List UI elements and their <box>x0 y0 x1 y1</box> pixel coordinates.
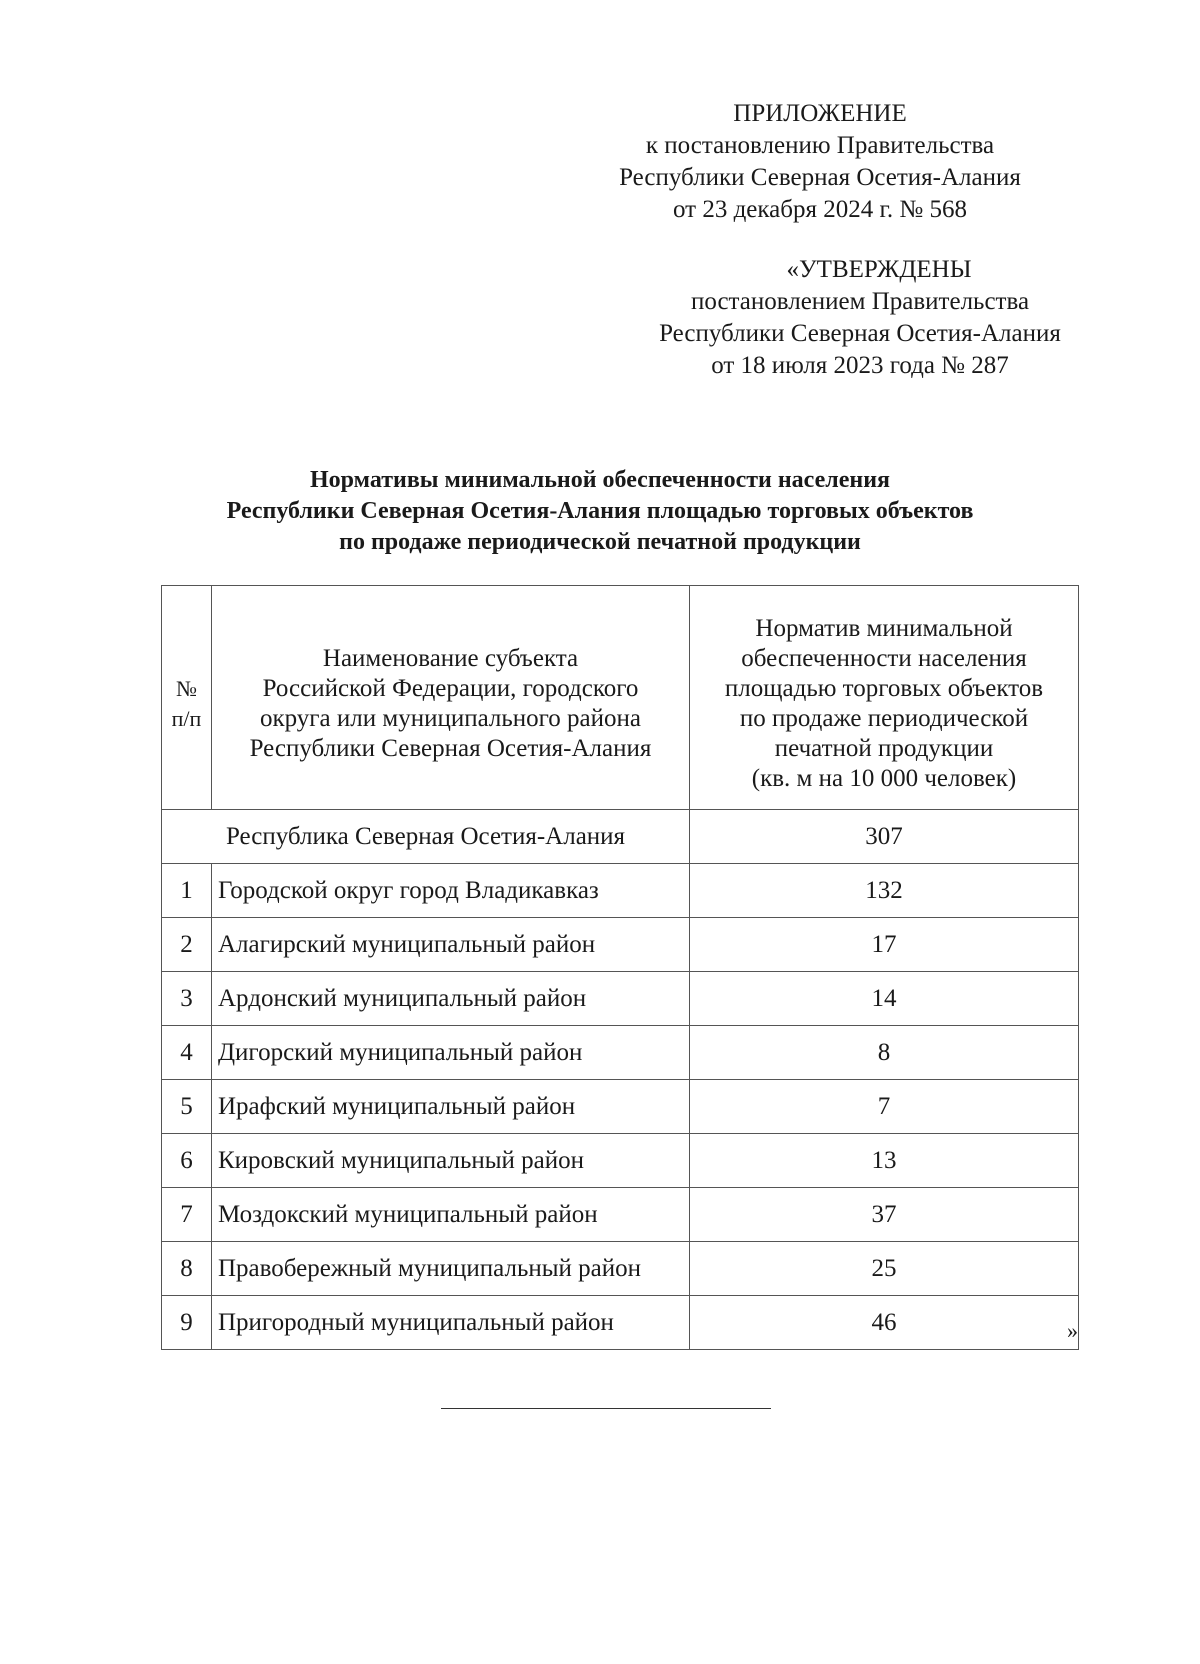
appendix-block <box>560 98 1080 226</box>
norms-table <box>161 585 1079 1350</box>
header-norm-line-2: обеспеченности населения <box>741 645 1027 672</box>
row-name: Правобережный муниципальный район <box>212 1242 690 1296</box>
row-name: Алагирский муниципальный район <box>212 918 690 972</box>
table-row <box>162 918 1079 972</box>
row-name: Дигорский муниципальный район <box>212 1026 690 1080</box>
header-number <box>162 586 212 810</box>
row-number: 3 <box>162 972 212 1026</box>
header-norm-line-3: площадью торговых объектов <box>724 675 1044 702</box>
table-header-row <box>162 586 1079 810</box>
end-divider <box>441 1408 771 1409</box>
row-name: Кировский муниципальный район <box>212 1134 690 1188</box>
row-value: 14 <box>690 972 1079 1026</box>
total-value: 307 <box>690 810 1079 864</box>
appendix-line-2: Республики Северная Осетия-Алания <box>619 164 1021 191</box>
row-name: Городской округ город Владикавказ <box>212 864 690 918</box>
document-title <box>120 465 1080 558</box>
header-norm-line-1: Норматив минимальной <box>755 615 1013 642</box>
row-number: 2 <box>162 918 212 972</box>
table-total-row <box>162 810 1079 864</box>
table-row <box>162 1188 1079 1242</box>
header-name-line-3: округа или муниципального района <box>259 705 642 732</box>
title-line-1: Нормативы минимальной обеспеченности населения <box>309 467 891 493</box>
table-row <box>162 1242 1079 1296</box>
total-name: Республика Северная Осетия-Алания <box>162 810 690 864</box>
row-number: 1 <box>162 864 212 918</box>
header-norm-line-6: (кв. м на 10 000 человек) <box>751 765 1017 792</box>
row-value: 46 <box>690 1296 1079 1350</box>
row-value: 37 <box>690 1188 1079 1242</box>
row-number: 6 <box>162 1134 212 1188</box>
approved-line-1: постановлением Правительства <box>690 288 1030 315</box>
row-name: Ирафский муниципальный район <box>212 1080 690 1134</box>
header-name-line-1: Наименование субъекта <box>322 645 579 672</box>
row-number: 8 <box>162 1242 212 1296</box>
header-norm-line-4: по продаже периодической <box>739 705 1029 732</box>
row-value: 8 <box>690 1026 1079 1080</box>
header-name-line-2: Российской Федерации, городского <box>262 675 639 702</box>
header-name <box>212 586 690 810</box>
table-row <box>162 1080 1079 1134</box>
header-norm-line-5: печатной продукции <box>774 735 994 762</box>
table-row <box>162 1026 1079 1080</box>
row-value: 7 <box>690 1080 1079 1134</box>
approved-line-2: Республики Северная Осетия-Алания <box>659 320 1061 347</box>
row-number: 5 <box>162 1080 212 1134</box>
header-norm <box>690 586 1079 810</box>
table-row <box>162 1296 1079 1350</box>
title-line-3: по продаже периодической печатной продукции <box>339 529 861 555</box>
title-line-2: Республики Северная Осетия-Алания площадью торговых объектов <box>226 498 974 524</box>
approved-line-3: от 18 июля 2023 года № 287 <box>711 352 1009 379</box>
table-row <box>162 972 1079 1026</box>
row-number: 4 <box>162 1026 212 1080</box>
header-number-sign: № <box>176 676 197 701</box>
approved-heading: «УТВЕРЖДЕНЫ <box>786 256 972 283</box>
row-number: 9 <box>162 1296 212 1350</box>
approved-block <box>590 254 1130 382</box>
appendix-heading: ПРИЛОЖЕНИЕ <box>733 100 907 127</box>
row-value: 25 <box>690 1242 1079 1296</box>
appendix-line-3: от 23 декабря 2024 г. № 568 <box>672 196 968 223</box>
appendix-line-1: к постановлению Правительства <box>645 132 995 159</box>
row-value: 13 <box>690 1134 1079 1188</box>
row-name: Пригородный муниципальный район <box>212 1296 690 1350</box>
row-name: Моздокский муниципальный район <box>212 1188 690 1242</box>
row-name: Ардонский муниципальный район <box>212 972 690 1026</box>
row-number: 7 <box>162 1188 212 1242</box>
row-value: 17 <box>690 918 1079 972</box>
table-row <box>162 1134 1079 1188</box>
header-number-pp: п/п <box>171 706 202 731</box>
header-name-line-4: Республики Северная Осетия-Алания <box>249 735 652 762</box>
closing-quote: » <box>1067 1318 1078 1343</box>
row-value: 132 <box>690 864 1079 918</box>
table-row <box>162 864 1079 918</box>
